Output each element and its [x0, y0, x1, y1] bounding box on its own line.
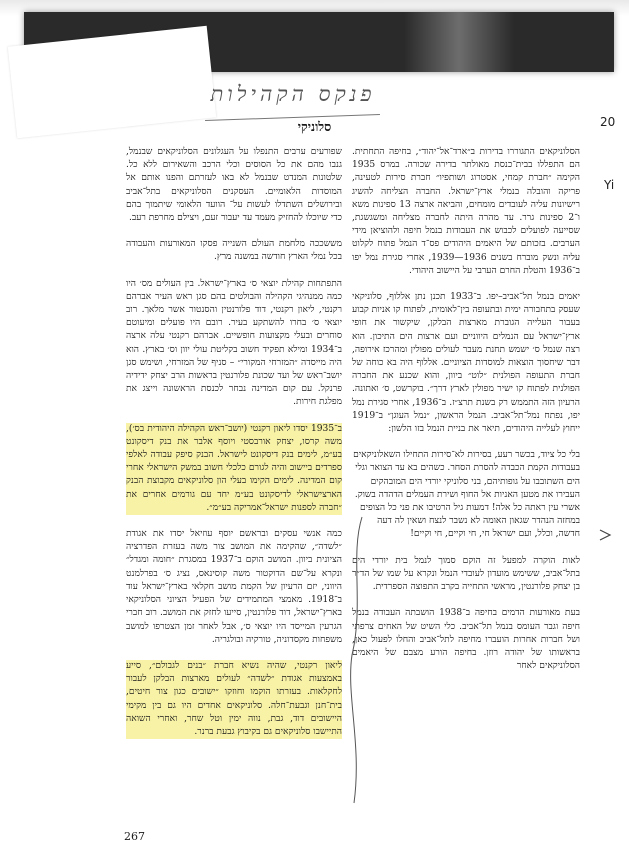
margin-mark-mid: Yi	[604, 178, 615, 192]
paragraph: מששככה מלחמת העולם השנייה פסקו המאורעות והעבודה בכל נמלי הארץ חודשה במשנה מרץ.	[126, 239, 342, 263]
paragraph: הסלוניקאים התגוררו בדירות ב״ארד־אל־יהוד״, בחיפה התחתית. הם התפללו בבית־כנסת מאולתר בדירה שכורה. במרס 1935 הקימה ״חברת קמחי, אסטרוג ושותפיו״ חברת סירות לטעינה, פריקה והובלה בנמלי ארץ־ישראל. החברה הצליחה להשיג רישיונות עליה לעובדים מומחים, והביאה ארצה 13 ספינות משא ו־2 ספינות גרר. עד מהרה היתה לחברה מצליחה ומשגשגת, שסייעה לפועלים לכבוש את העבודות בנמל חיפה ולהוציאן מידי הערבים. בזכותם של היאמים היהודים פס־ד הנמל פתוח לקלוט עליה ונשק מוברח בשנים 1936—1939, אחרי סגירת נמל יפו ב־1936 והטלת החרם הערבי על היישוב היהודי.	[352, 147, 580, 276]
handwritten-title: פנקס הקהילות	[210, 82, 376, 106]
paragraph: התפתחות קהילת יוצאי ס׳ בארץ־ישראל. בין העולים מס׳ היו כמה ממנהיגי הקהילה והבולטים בהם סגן ראש העיר אברהם רקנטי, ליאון רקנטי, דוד פלורנטין והסנטור אשר מלאך. רוב יוצאי ס׳ בחרו להשתקע בעיר. רובם היו פועלים ומיעוטם סוחרים ובעלי מקצועות חופשיים. אברהם רקנטי עלה ארצה ב־1934 ומילא תפקיד חשוב בקליטת עולי יוון וס׳ בארץ. הוא היה מייסדה ״המזרחי המקורי״ – סניף של המזרחי, ושימש סגן יושב־ראש של ועד שכונת פלורנטין בראשות הרב יצחק ידידיה פרנקל. עם קום המדינה נבחר לכנסת הראשונה וייצג את מפלגת חירות.	[126, 278, 342, 408]
left-column	[126, 146, 342, 739]
paragraph: יאמים בנמל תל־אביב–יפו. ב־1933 תכנן נתן אללוף, סלוניקאי שעסק בתחבורה ימית ובתעופה בין־לאומית, לפתוח קו אניות קבוע בעבור העלייה הגוברת מארצות הבלקן, שיקשור את חופי ארץ־ישראל עם הנמלים היווניים ועם ארצות הים התיכון. הוא רצה שנמל ס׳ ישמש תחנת מעבר לעולים מפולין ומהרכז אירופה, דבר שיחסוך הוצאות למוסדות הציוניים. אללוף היה בא כוחה של חברת התעופה הפולנית ״לוט״ ביוון, והוא שכנע את החברה הפולנית לפתוח קו ישיר מפולין לארץ דרך״. בוקרשט, ס׳ ואתונה. הרעיון הזה התממש רק בשנת תרצ״ז. ב־1936, אחרי סגירת נמל יפו, נפתח נמל־תל־אביב. הנמל הראשון, ״נמל העוגן״ ב־1919 ייחוץ לעלייה היהודים, תיאר את בניית הנמל בזו הלשון:	[352, 292, 580, 435]
page-number: 267	[124, 830, 145, 843]
paragraph: כמה אנשי עסקים ובראשם יוסף עוזיאל יסדו את אגודת ״לשדה״, שהקימה את המושב צור משה בעזרת הפדרציה הציונית ביוון. המושב הוקם ב־1937 במסגרת ״חומה ומגדל״ ונקרא על־שם הדוקטור משה קוסינאס, נציג ס׳ בפרלמנט היווני, יזם הרעיון של הקמת מושב חקלאי בארץ־ישראל עוד ב־1918. מאמצי המתמידים של הפעיל הציוני הסלוניקאי בארץ־ישראל, דוד פלורנטין, סייעו לחזק את המושב. רוב חברי הגרעין המייסד היו יוצאי ס׳, אבל לאחר זמן הצטרפו למושב משפחות מקסדוניה, טורקיה ובולגריה.	[126, 529, 342, 645]
pencil-corner-mark	[598, 528, 612, 542]
header-shadow-fade	[404, 12, 514, 72]
paragraph: לאות הוקרה למפעל זה הוקם סמוך לנמל בית יורדי הים בתל־אביב, ששימש מועדון לעובדי הנמל ונקרא על שמו של הד״ר בן יצחק פלורנטין, מראשי התחייה בקרב התפוצה הספרדית.	[352, 555, 580, 593]
running-title: סלוניקי	[297, 119, 332, 134]
pencil-bracket-mark	[344, 515, 368, 805]
paragraph: בלי כל ציוד, בכשר רעע, בסירות לא־סירות התחילו השאלוניקאים בעבודות הקמת הכבדה להסרת הסחר. כשהים בא עד הצואר וגלי הים השתובבו על גופותיהם, בני סלוניקי יורדי הים המובהקים העבירו את מטען האניות אל החוף ושירת העמלים הדהדה בשוק. אשרי עין ראתה כל אלה! דמעות גיל הרטיבו את פני כל הצופים במחזה הנהדר שגאון האומה לא נשבר לנצח ושאין לה דעה חדשה, וכלל, ועם ישראל חי, חי וקיים, חי וקיים!	[353, 450, 580, 540]
paragraph: בעת מאורעות הדמים בחיפה ב־1938 הושבתה העבודה בנמל חיפה וגבר העומס בנמל תל־אביב. כלי השיט של האחים צרפתי ושל חברות אחרות הועברו מחיפה לתל־אביב והחלו לפעול כאן, בראשותו של יהודה רוזן. בחיפה הורע מצבם של היאמים הסלוניקאים לאחר	[352, 608, 580, 672]
paragraph: ליאון רקנטי, שהיה נשיא חברת ״בנים לגבולם״, סייע באמצעות אגודת ״לשדה״ לעולים מארצות הבלקן לעבור לחקלאות. בעזרתו הוקמו וחוזקו ״ישובים כגון צור חיטים, בית־חנן וגבעת־חלה. סלוניקאים אחדים היו גם בין מקימי היישובים דוד, גבת, נווה ימין וטל שחר, ואחרי השואה התיישבו סלוניקאים גם בקיבוץ גבעת ברנר.	[126, 660, 342, 739]
margin-mark-top: 20	[600, 115, 616, 129]
right-column	[352, 146, 580, 673]
paragraph: ב־1935 יסדו ליאון רקנטי (יושב־ראש הקהילה היהודית בס׳), משה קרסו, יצחק אורבסטי ויוסף אלבר את בנק דיסקונט בע״מ, לימים בנק דיסקונט לישראל. הבנק סיפק עבודה לאלפי ספרדים ביישוב והיה לגורם כלכלי חשוב במשק הישראלי אחרי קום המדינה. לימים הקימו בעלי הון סלוניקאים מקבוצת הבנק הארצישראלי לדיסקונט בע״מ יחד עם גורמים אחרים את ״חברה לספנות ישראל־אמריקה בע״מ״.	[126, 423, 342, 515]
paragraph: שפורעים ערבים התנפלו על העגלונים הסלוניקאים שבנמל, גנבו מהם את כל הסוסים וכלי הרכב והשאירום ללא כל. שלטונות המנדט שבנמל לא באו לעזרתם והפנו אותם אל המוסדות הלאומיים. העסקנים הסלוניקאים בתל־אביב ובירושלים השתדלו לעשות על־ הוועד הלאומי שיתמוך בהם כדי שיוכלו להחזיק מעמד עד יעבור זעם, ויצילם מחרפת רעב.	[126, 147, 342, 224]
